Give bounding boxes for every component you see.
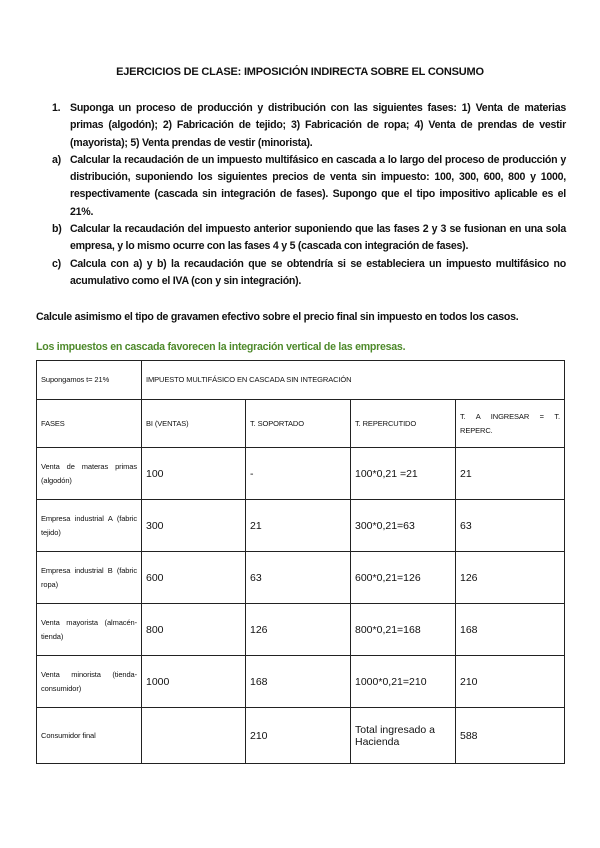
ingresar-cell: 21: [456, 448, 565, 500]
list-item: [52, 152, 566, 221]
table-row: [37, 500, 565, 552]
list-marker: 1.: [52, 102, 61, 114]
table-row: [37, 552, 565, 604]
list-text: Calcula con a) y b) la recaudación que se obtendría si se estableciera un impuesto multifásico no acumulativo como el IVA (con y sin integración).: [70, 257, 566, 287]
fase-cell: Venta minorista (tienda-consumidor): [37, 656, 142, 708]
list-item: [52, 100, 566, 152]
fase-cell: Empresa industrial B (fabric ropa): [37, 552, 142, 604]
page-title: EJERCICIOS DE CLASE: IMPOSICIÓN INDIRECTA SOBRE EL CONSUMO: [116, 66, 484, 78]
table-header-row: [37, 400, 565, 448]
header-cell: T. A INGRESAR = T. REPERC.: [456, 400, 565, 448]
caption-cell: IMPUESTO MULTIFÁSICO EN CASCADA SIN INTEGRACIÓN: [142, 361, 565, 400]
ingresar-cell: 126: [456, 552, 565, 604]
assumption-cell: Supongamos t= 21%: [37, 361, 142, 400]
tax-table: [36, 360, 565, 764]
list-marker: b): [52, 223, 62, 236]
list-item: [52, 256, 566, 291]
calc-note: Calcule asimismo el tipo de gravamen efectivo sobre el precio final sin impuesto en todos los casos.: [36, 311, 519, 323]
list-text: Calcular la recaudación del impuesto anterior suponiendo que las fases 2 y 3 se fusionan en una sola empresa, y lo mismo ocurre con las fases 4 y 5 (cascada con integración de fases).: [70, 223, 566, 253]
soportado-cell: 126: [246, 604, 351, 656]
repercutido-cell: 100*0,21 =21: [351, 448, 456, 500]
bi-cell: 800: [142, 604, 246, 656]
ingresar-cell: 210: [456, 656, 565, 708]
repercutido-cell: 800*0,21=168: [351, 604, 456, 656]
header-cell: T. SOPORTADO: [246, 400, 351, 448]
list-marker: a): [52, 153, 61, 166]
ingresar-cell: 588: [456, 708, 565, 764]
bi-cell: 600: [142, 552, 246, 604]
fase-cell: Consumidor final: [37, 708, 142, 764]
fase-cell: Empresa industrial A (fabric tejido): [37, 500, 142, 552]
repercutido-cell: 1000*0,21=210: [351, 656, 456, 708]
highlight-note: Los impuestos en cascada favorecen la integración vertical de las empresas.: [36, 341, 406, 353]
list-text: Calcular la recaudación de un impuesto multifásico en cascada a lo largo del proceso de producción y distribución, suponiendo los siguientes precios de venta sin impuesto: 100, 300, 600, 800 y 1000, respectivamente (cascada sin integración de fases). Supongo que el tipo impositivo aplicable es el 21%.: [70, 153, 566, 218]
repercutido-cell: 300*0,21=63: [351, 500, 456, 552]
ingresar-cell: 168: [456, 604, 565, 656]
table-row: [37, 656, 565, 708]
bi-cell: 300: [142, 500, 246, 552]
fase-cell: Venta mayorista (almacén-tienda): [37, 604, 142, 656]
repercutido-cell: 600*0,21=126: [351, 552, 456, 604]
header-cell: T. REPERCUTIDO: [351, 400, 456, 448]
header-cell: BI (VENTAS): [142, 400, 246, 448]
bi-cell: 100: [142, 448, 246, 500]
ingresar-cell: 63: [456, 500, 565, 552]
soportado-cell: 63: [246, 552, 351, 604]
fase-cell: Venta de materas primas (algodón): [37, 448, 142, 500]
table-caption-row: [37, 361, 565, 400]
soportado-cell: 210: [246, 708, 351, 764]
repercutido-cell: Total ingresado a Hacienda: [351, 708, 456, 764]
header-cell: FASES: [37, 400, 142, 448]
bi-cell: [142, 708, 246, 764]
list-marker: c): [52, 257, 61, 270]
list-item: [52, 221, 566, 256]
table-row: [37, 604, 565, 656]
table-row: [37, 448, 565, 500]
table-row: [37, 708, 565, 764]
soportado-cell: 21: [246, 500, 351, 552]
exercise-list: [52, 100, 566, 290]
soportado-cell: 168: [246, 656, 351, 708]
bi-cell: 1000: [142, 656, 246, 708]
list-text: Suponga un proceso de producción y distribución con las siguientes fases: 1) Venta de materias primas (algodón); 2) Fabricación de tejido; 3) Fabricación de ropa; 4) Venta de prendas de vestir (mayorista); 5) Venta prendas de vestir (minorista).: [70, 102, 566, 149]
soportado-cell: -: [246, 448, 351, 500]
